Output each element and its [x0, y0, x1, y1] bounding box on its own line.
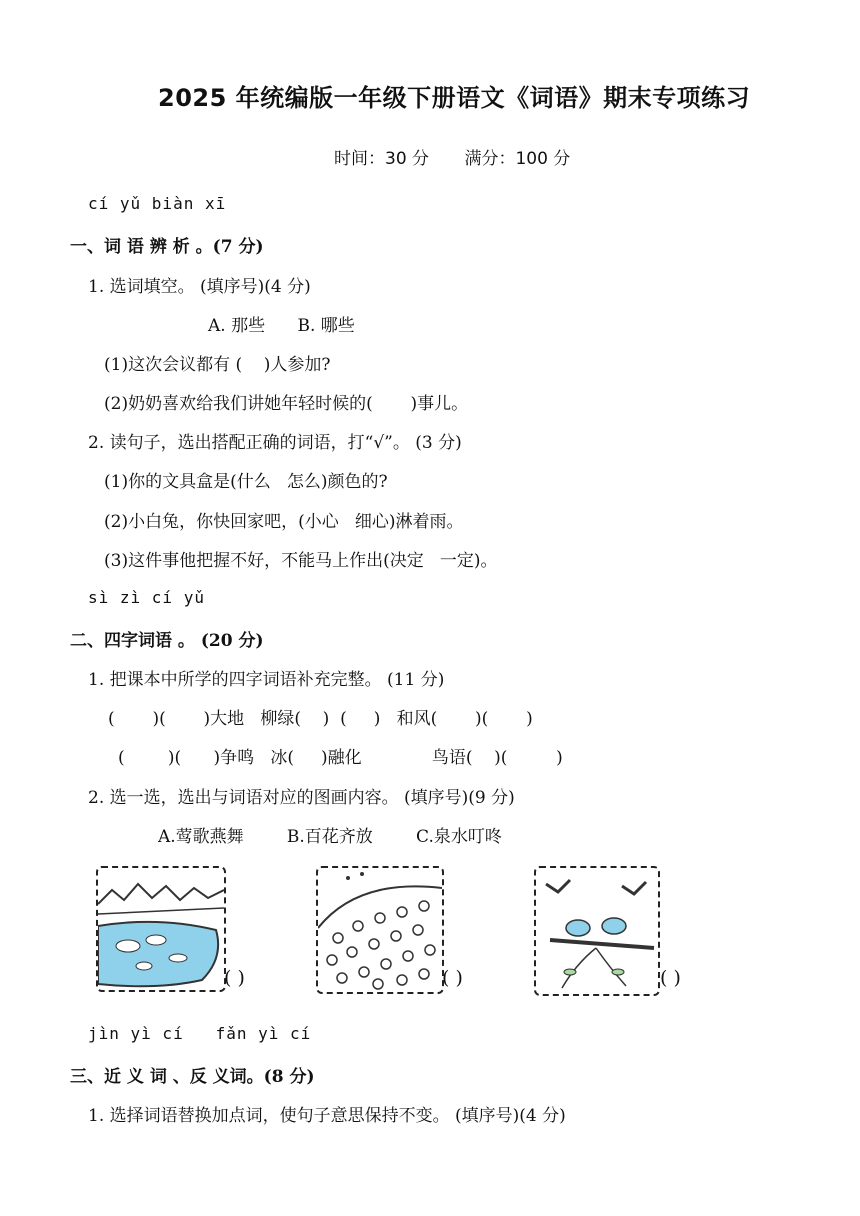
- s2-q2-prompt: 2. 选一选，选出与词语对应的图画内容。 (填序号)(9 分): [88, 788, 515, 808]
- flowers-drawing: [318, 868, 442, 992]
- section3-pinyin: jìn yì cí fǎn yì cí: [88, 1024, 312, 1043]
- section2-heading: 二、四字词语 。 (20 分): [70, 631, 264, 651]
- spring-water-picture: [96, 866, 226, 992]
- s1-q1-item: (2)奶奶喜欢给我们讲她年轻时候的( )事儿。: [104, 394, 469, 414]
- s2-q1-line2: ( )( )争鸣 冰( )融化 鸟语( )( ): [118, 748, 563, 768]
- s2-q1-line1: ( )( )大地 柳绿( ) ( ) 和风( )( ): [108, 709, 533, 729]
- s1-q2-item: (3)这件事他把握不好，不能马上作出(决定 一定)。: [104, 551, 498, 571]
- s1-q1-options: A. 那些 B. 哪些: [208, 316, 355, 336]
- flowers-picture: [316, 866, 444, 994]
- exam-full-score: 满分：100 分: [464, 149, 571, 169]
- section3-heading: 三、近 义 词 、反 义词。(8 分): [70, 1067, 315, 1087]
- page-title: 2025 年统编版一年级下册语文《词语》期末专项练习: [158, 84, 751, 112]
- s2-q2-options: A.莺歌燕舞 B.百花齐放 C.泉水叮咚: [158, 827, 502, 847]
- section1-heading: 一、词 语 辨 析 。(7 分): [70, 237, 264, 257]
- s1-q2-item: (2)小白兔，你快回家吧，(小心 细心)淋着雨。: [104, 512, 464, 532]
- s1-q1-item: (1)这次会议都有 ( )人参加?: [104, 355, 331, 375]
- spring-water-drawing: [98, 868, 224, 990]
- section2-pinyin: sì zì cí yǔ: [88, 588, 205, 607]
- s1-q2-prompt: 2. 读句子，选出搭配正确的词语，打“√”。 (3 分): [88, 433, 462, 453]
- s2-q1-prompt: 1. 把课本中所学的四字词语补充完整。 (11 分): [88, 670, 445, 690]
- answer-paren: ( ): [660, 967, 681, 989]
- exam-time: 时间：30 分: [334, 149, 430, 169]
- s1-q2-item: (1)你的文具盒是(什么 怎么)颜色的?: [104, 472, 388, 492]
- birds-drawing: [536, 868, 658, 994]
- answer-paren: ( ): [442, 967, 463, 989]
- s1-q1-prompt: 1. 选词填空。 (填序号)(4 分): [88, 277, 311, 297]
- birds-picture: [534, 866, 660, 996]
- s3-q1-prompt: 1. 选择词语替换加点词，使句子意思保持不变。 (填序号)(4 分): [88, 1106, 566, 1126]
- exam-meta: [334, 144, 600, 169]
- answer-paren: ( ): [224, 967, 245, 989]
- section1-pinyin: cí yǔ biàn xī: [88, 194, 227, 213]
